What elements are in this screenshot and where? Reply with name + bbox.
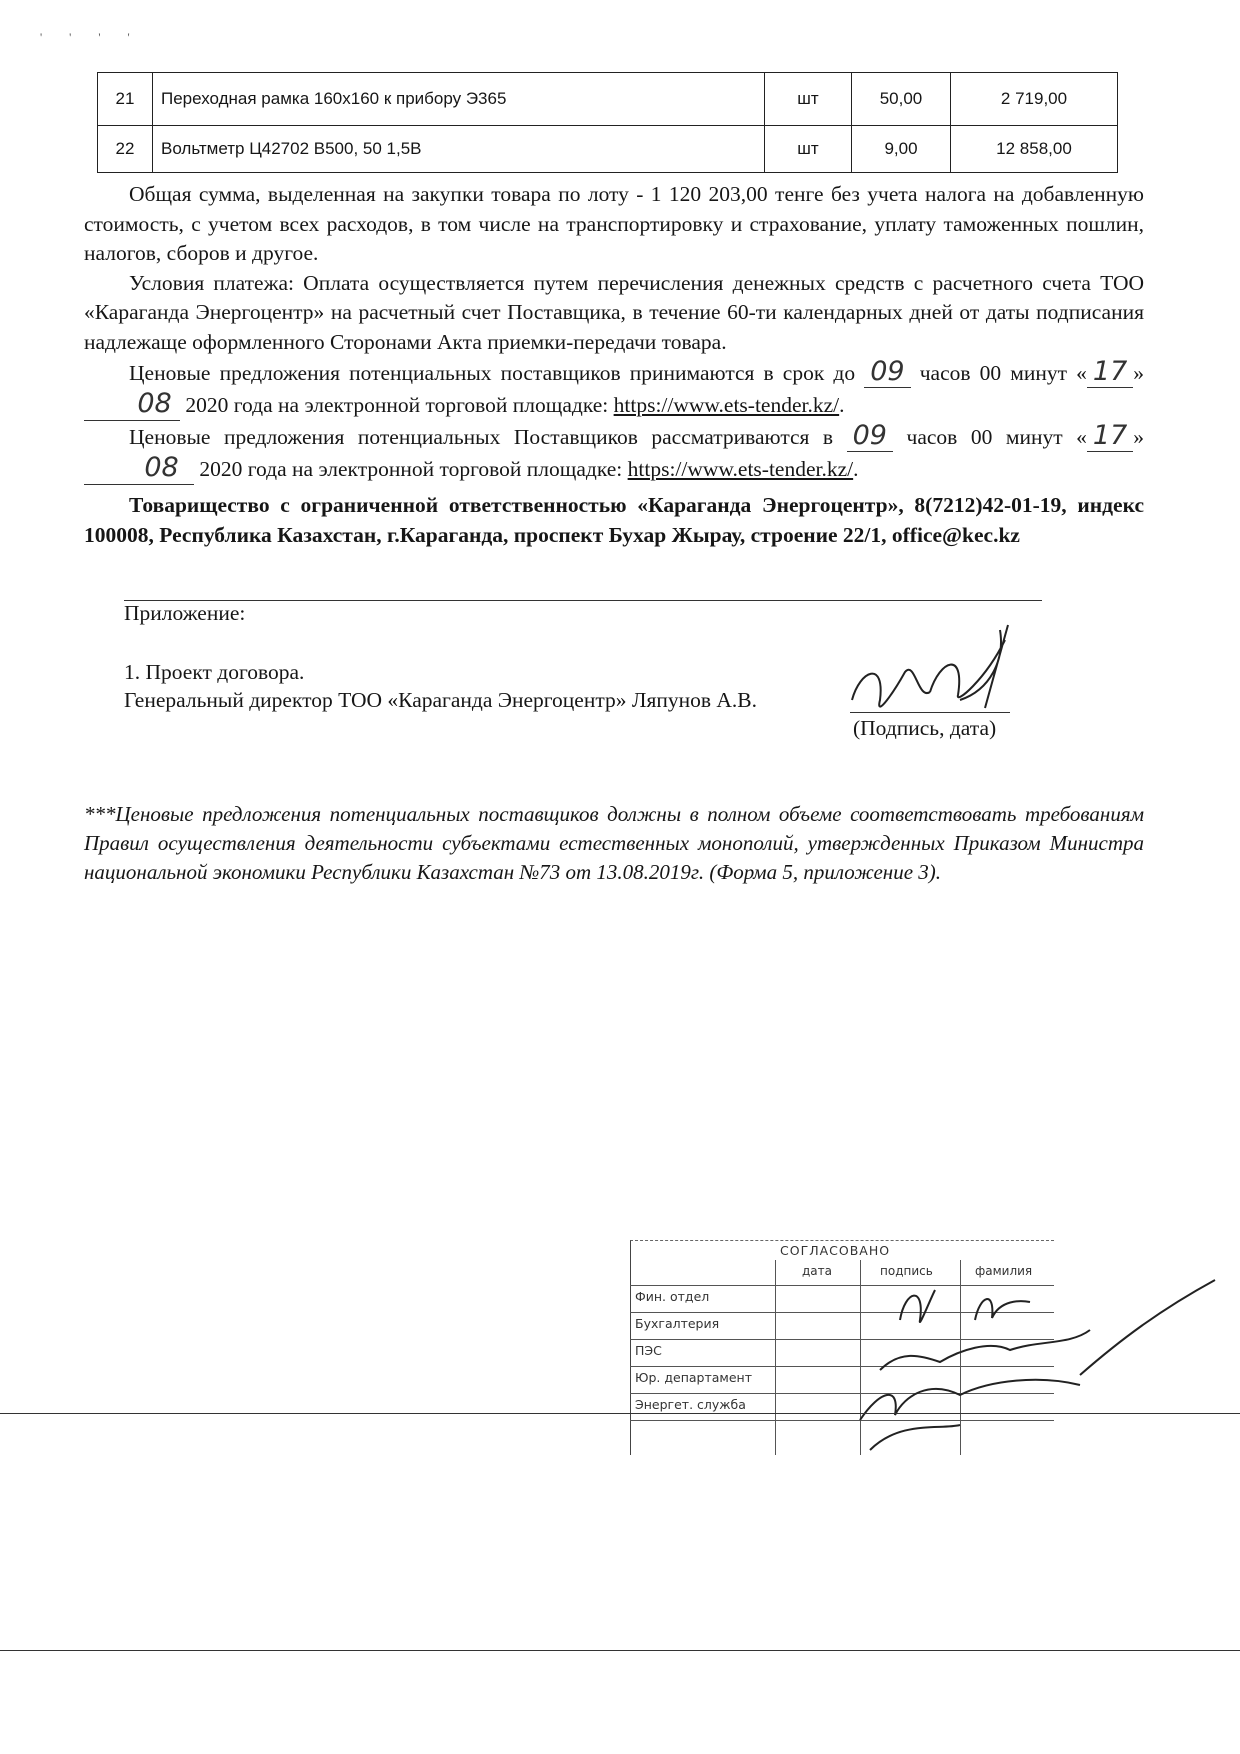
handwritten-month: 08 <box>144 451 179 483</box>
item-quantity: 9,00 <box>852 126 951 173</box>
review-text-4: 2020 года на электронной торговой площадке: <box>199 456 623 481</box>
signature-line <box>850 712 1010 713</box>
handwritten-day: 17 <box>1087 420 1133 452</box>
stamp-row <box>630 1366 1054 1392</box>
item-unit: шт <box>765 73 852 126</box>
stamp-row-label: Бухгалтерия <box>635 1316 720 1331</box>
stamp-row <box>630 1312 1054 1338</box>
review-end: . <box>853 456 859 481</box>
acceptance-end: . <box>839 392 845 417</box>
month-blank <box>84 453 194 486</box>
row-number: 21 <box>98 73 153 126</box>
row-number: 22 <box>98 126 153 173</box>
item-name: Переходная рамка 160х160 к прибору Э365 <box>153 73 765 126</box>
stamp-row <box>630 1393 1054 1419</box>
review-deadline-paragraph <box>84 421 1144 485</box>
items-table <box>97 72 1118 173</box>
director-line: Генеральный директор ТОО «Караганда Энергоцентр» Ляпунов А.В. <box>124 688 758 712</box>
acceptance-text-1: Ценовые предложения потенциальных поставщиков принимаются в срок до <box>129 361 856 385</box>
tender-platform-link[interactable]: https://www.ets-tender.kz/ <box>627 456 854 481</box>
tender-platform-link[interactable]: https://www.ets-tender.kz/ <box>613 392 840 417</box>
stamp-header-signature: подпись <box>880 1264 933 1278</box>
stamp-row-label: ПЭС <box>635 1343 662 1358</box>
month-blank <box>84 389 180 422</box>
scan-edge-line <box>0 1650 1240 1651</box>
handwritten-hour: 09 <box>864 356 910 388</box>
item-sum: 2 719,00 <box>951 73 1118 126</box>
stamp-row <box>630 1420 1054 1446</box>
table-row <box>98 73 1118 126</box>
acceptance-deadline-paragraph <box>84 357 1144 421</box>
approval-stamp <box>630 1240 1054 1455</box>
annex-label: Приложение: <box>124 601 246 625</box>
review-text-2: часов 00 минут « <box>906 425 1087 449</box>
acceptance-text-2: часов 00 минут « <box>919 361 1087 385</box>
review-text-1: Ценовые предложения потенциальных Поставщиков рассматриваются в <box>129 425 834 449</box>
stamp-title: СОГЛАСОВАНО <box>780 1243 891 1258</box>
company-details: Товарищество с ограниченной ответственностью «Караганда Энергоцентр», 8(7212)42-01-19, индекс 100008, Республика Казахстан, г.Караганда, проспект Бухар Жырау, строение 22/1, office@kec.kz <box>84 493 1144 547</box>
stamp-row <box>630 1339 1054 1365</box>
stamp-header-date: дата <box>802 1264 832 1278</box>
payment-terms-paragraph: Условия платежа: Оплата осуществляется путем перечисления денежных средств с расчетного счета ТОО «Караганда Энергоцентр» на расчетный счет Поставщика, в течение 60-ти календарных дней от даты подписания надлежаще оформленного Сторонами Акта приемки-передачи товара. <box>84 270 1144 354</box>
handwritten-day: 17 <box>1087 356 1133 388</box>
handwritten-month: 08 <box>137 387 172 419</box>
terms-section <box>84 180 1144 485</box>
item-quantity: 50,00 <box>852 73 951 126</box>
requirements-note: ***Ценовые предложения потенциальных поставщиков должны в полном объеме соответствовать требованиям Правил осуществления деятельности субъектами естественных монополий, утвержденных Приказом Министра национальной экономики Республики Казахстан №73 от 13.08.2019г. (Форма 5, приложение 3). <box>84 802 1144 884</box>
review-text-3: » <box>1133 425 1145 449</box>
stamp-row <box>630 1285 1054 1311</box>
item-sum: 12 858,00 <box>951 126 1118 173</box>
handwritten-hour: 09 <box>847 420 893 452</box>
table-row <box>98 126 1118 173</box>
total-amount-paragraph: Общая сумма, выделенная на закупки товара по лоту - 1 120 203,00 тенге без учета налога на добавленную стоимость, с учетом всех расходов, в том числе на транспортировку и страхование, уплату таможенных пошлин, налогов, сборов и другое. <box>84 182 1144 265</box>
scan-edge-line <box>0 1413 1240 1414</box>
item-name: Вольтметр Ц42702 В500, 50 1,5В <box>153 126 765 173</box>
stamp-row-label: Юр. департамент <box>635 1370 752 1385</box>
acceptance-text-4: 2020 года на электронной торговой площадке: <box>185 392 609 417</box>
signature-caption: (Подпись, дата) <box>853 716 997 740</box>
scan-specks: ' ' ' ' <box>40 30 142 44</box>
item-unit: шт <box>765 126 852 173</box>
stamp-row-label: Фин. отдел <box>635 1289 710 1304</box>
stamp-row-label: Энергет. служба <box>635 1397 746 1412</box>
stamp-header-surname: фамилия <box>975 1264 1033 1278</box>
divider-line <box>124 600 1042 601</box>
acceptance-text-3: » <box>1133 361 1145 385</box>
annex-item: 1. Проект договора. <box>124 660 305 684</box>
